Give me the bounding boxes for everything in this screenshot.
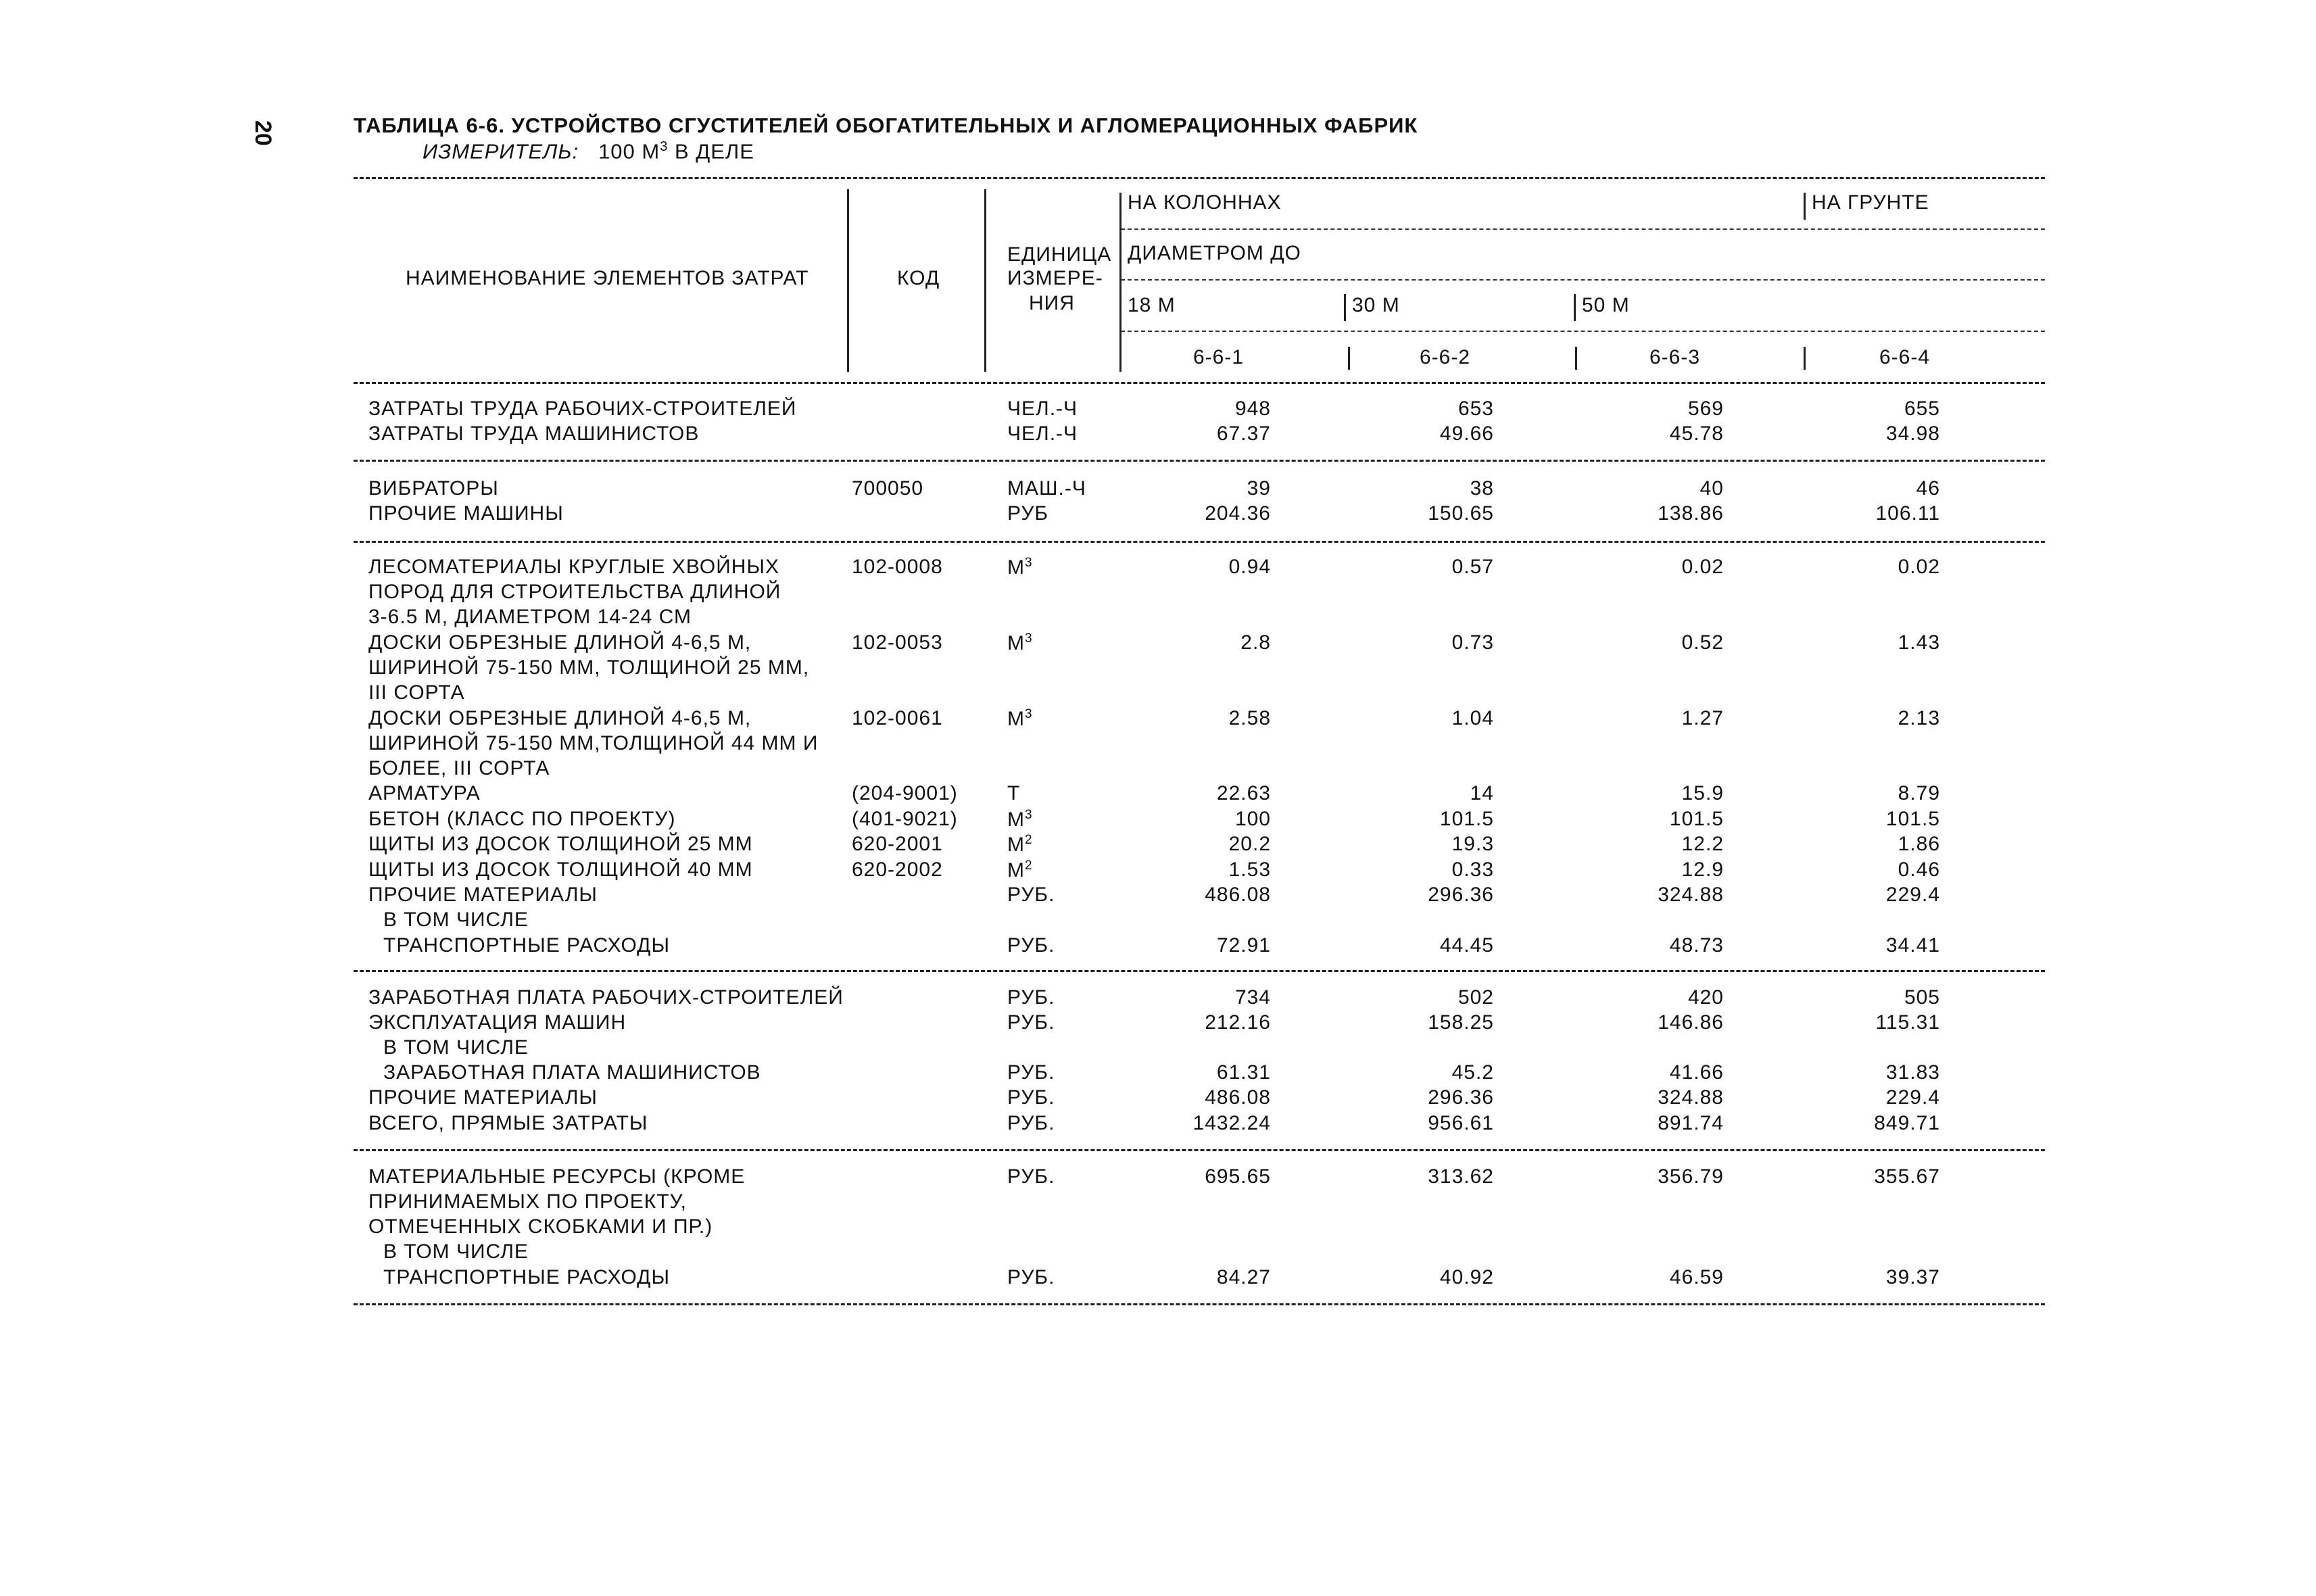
row-13-value-3: 15.9 [1681, 782, 1724, 804]
row-20-value-2: 502 [1457, 986, 1494, 1009]
row-30-unit [1007, 1266, 1055, 1289]
row-13-unit-text: Т [1007, 782, 1021, 804]
row-13-code: (204-9001) [852, 782, 958, 804]
row-1-value-2: 49.66 [1439, 422, 1494, 445]
row-14-value-2: 101.5 [1439, 808, 1494, 830]
row-16-code: 620-2002 [852, 859, 943, 881]
row-25-value-2: 956.61 [1428, 1112, 1494, 1134]
row-23-value-2: 45.2 [1451, 1061, 1494, 1084]
row-23-name: ЗАРАБОТНАЯ ПЛАТА МАШИНИСТОВ [383, 1061, 761, 1084]
row-7-name: ДОСКИ ОБРЕЗНЫЕ ДЛИНОЙ 4-6,5 М, [368, 631, 752, 654]
header-unit-3: НИЯ [1029, 292, 1075, 314]
rule-top [354, 177, 2045, 179]
row-10-code: 102-0061 [852, 707, 943, 729]
row-29-name: В ТОМ ЧИСЛЕ [383, 1240, 529, 1263]
row-3-value-1: 204.36 [1205, 502, 1271, 525]
row-7-value-2: 0.73 [1451, 631, 1494, 654]
row-30-unit-text: РУБ. [1007, 1266, 1055, 1288]
row-0-value-1: 948 [1234, 397, 1271, 420]
row-12-name: БОЛЕЕ, III СОРТА [368, 757, 550, 779]
row-15-unit-sup: 2 [1025, 833, 1033, 847]
rule-header-3 [1121, 331, 2045, 332]
row-2-name: ВИБРАТОРЫ [368, 477, 499, 500]
header-diameter: ДИАМЕТРОМ ДО [1128, 242, 1301, 264]
row-17-name: ПРОЧИЕ МАТЕРИАЛЫ [368, 884, 598, 906]
row-14-unit [1007, 808, 1033, 831]
row-21-unit [1007, 1011, 1055, 1034]
row-15-value-3: 12.2 [1681, 833, 1724, 855]
row-1-unit-text: ЧЕЛ.-Ч [1007, 422, 1078, 445]
row-24-value-4: 229.4 [1885, 1086, 1940, 1109]
row-19-name: ТРАНСПОРТНЫЕ РАСХОДЫ [383, 934, 671, 957]
row-20-value-4: 505 [1904, 986, 1940, 1009]
row-0-unit [1007, 397, 1078, 420]
row-14-value-4: 101.5 [1885, 808, 1940, 830]
row-27-name: ПРИНИМАЕМЫХ ПО ПРОЕКТУ, [368, 1190, 687, 1213]
measure-sup: 3 [660, 139, 669, 154]
row-10-value-4: 2.13 [1898, 707, 1940, 729]
row-6-name: 3-6.5 М, ДИАМЕТРОМ 14-24 СМ [368, 606, 692, 628]
row-3-unit-text: РУБ [1007, 502, 1049, 525]
row-14-unit-text: М [1007, 808, 1025, 831]
header-on-columns: НА КОЛОННАХ [1128, 191, 1282, 214]
row-17-value-2: 296.36 [1428, 884, 1494, 906]
row-26-value-2: 313.62 [1428, 1165, 1494, 1188]
vrule-unit [1119, 193, 1121, 372]
row-2-value-3: 40 [1699, 477, 1724, 500]
row-23-unit-text: РУБ. [1007, 1061, 1055, 1084]
vrule-ground [1804, 193, 1806, 220]
row-28-name: ОТМЕЧЕННЫХ СКОБКАМИ И ПР.) [368, 1215, 713, 1238]
row-15-unit [1007, 833, 1033, 856]
row-10-value-3: 1.27 [1681, 707, 1724, 729]
measure-rest: В ДЕЛЕ [668, 139, 754, 164]
row-4-value-2: 0.57 [1451, 556, 1494, 578]
row-19-value-2: 44.45 [1439, 934, 1494, 957]
rule-header-1 [1121, 228, 2045, 230]
row-23-value-1: 61.31 [1216, 1061, 1271, 1084]
row-25-value-4: 849.71 [1874, 1112, 1940, 1134]
row-0-name: ЗАТРАТЫ ТРУДА РАБОЧИХ-СТРОИТЕЛЕЙ [368, 397, 797, 420]
row-30-value-4: 39.37 [1885, 1266, 1940, 1288]
row-2-value-1: 39 [1247, 477, 1271, 500]
row-17-unit-text: РУБ. [1007, 884, 1055, 906]
row-25-name: ВСЕГО, ПРЯМЫЕ ЗАТРАТЫ [368, 1112, 648, 1134]
row-4-value-3: 0.02 [1681, 556, 1724, 578]
row-22-name: В ТОМ ЧИСЛЕ [383, 1036, 529, 1059]
row-2-code: 700050 [852, 477, 924, 500]
vrule-d30 [1344, 294, 1346, 321]
row-3-value-4: 106.11 [1875, 502, 1940, 525]
row-16-value-2: 0.33 [1451, 859, 1494, 881]
row-26-unit [1007, 1165, 1055, 1188]
row-2-unit-text: МАШ.-Ч [1007, 477, 1086, 500]
row-26-value-1: 695.65 [1205, 1165, 1271, 1188]
row-21-value-3: 146.86 [1658, 1011, 1724, 1034]
row-4-code: 102-0008 [852, 556, 943, 578]
row-19-value-3: 48.73 [1669, 934, 1724, 957]
row-19-unit [1007, 934, 1055, 957]
row-23-value-4: 31.83 [1885, 1061, 1940, 1084]
row-7-unit-text: М [1007, 632, 1025, 654]
row-24-unit [1007, 1086, 1055, 1109]
row-20-value-1: 734 [1234, 986, 1271, 1009]
row-17-unit [1007, 884, 1055, 906]
header-unit-1: ЕДИНИЦА [1007, 243, 1112, 266]
row-19-unit-text: РУБ. [1007, 934, 1055, 957]
row-24-unit-text: РУБ. [1007, 1086, 1055, 1109]
row-7-unit-sup: 3 [1025, 631, 1033, 646]
vrule-code3 [1575, 347, 1577, 370]
row-3-unit [1007, 502, 1048, 525]
row-23-unit [1007, 1061, 1055, 1084]
row-26-value-3: 356.79 [1658, 1165, 1724, 1188]
row-7-code: 102-0053 [852, 631, 943, 654]
header-d18: 18 М [1128, 294, 1176, 316]
row-15-value-1: 20.2 [1228, 833, 1271, 855]
row-0-value-2: 653 [1457, 397, 1494, 420]
row-14-name: БЕТОН (КЛАСС ПО ПРОЕКТУ) [368, 808, 676, 830]
row-2-value-4: 46 [1916, 477, 1940, 500]
row-16-value-3: 12.9 [1681, 859, 1724, 881]
row-8-name: ШИРИНОЙ 75-150 ММ, ТОЛЩИНОЙ 25 ММ, [368, 656, 810, 679]
header-d30: 30 М [1352, 294, 1400, 316]
header-on-ground: НА ГРУНТЕ [1812, 191, 1929, 214]
header-code-2: 6-6-2 [1420, 346, 1471, 368]
row-18-name: В ТОМ ЧИСЛЕ [383, 909, 529, 931]
row-30-value-3: 46.59 [1669, 1266, 1724, 1288]
row-21-unit-text: РУБ. [1007, 1011, 1055, 1034]
header-code-4: 6-6-4 [1879, 346, 1931, 368]
rule-section-2 [354, 541, 2045, 543]
row-10-name: ДОСКИ ОБРЕЗНЫЕ ДЛИНОЙ 4-6,5 М, [368, 707, 752, 729]
row-23-value-3: 41.66 [1669, 1061, 1724, 1084]
row-14-value-1: 100 [1234, 808, 1271, 830]
measure-label: ИЗМЕРИТЕЛЬ: [423, 139, 579, 164]
page-number: 20 [250, 120, 276, 146]
row-20-name: ЗАРАБОТНАЯ ПЛАТА РАБОЧИХ-СТРОИТЕЛЕЙ [368, 986, 844, 1009]
row-16-name: ЩИТЫ ИЗ ДОСОК ТОЛЩИНОЙ 40 ММ [368, 859, 753, 881]
row-15-unit-text: М [1007, 833, 1025, 856]
row-13-unit [1007, 782, 1020, 805]
row-16-unit [1007, 859, 1033, 882]
row-0-value-3: 569 [1687, 397, 1724, 420]
vrule-code2 [1348, 347, 1350, 370]
row-1-unit [1007, 422, 1078, 445]
row-9-name: III СОРТА [368, 681, 465, 704]
row-5-name: ПОРОД ДЛЯ СТРОИТЕЛЬСТВА ДЛИНОЙ [368, 581, 781, 603]
row-15-value-2: 19.3 [1451, 833, 1494, 855]
header-d50: 50 М [1582, 294, 1630, 316]
rule-bottom [354, 1303, 2045, 1305]
row-21-value-2: 158.25 [1428, 1011, 1494, 1034]
row-1-name: ЗАТРАТЫ ТРУДА МАШИНИСТОВ [368, 422, 700, 445]
row-4-unit [1007, 556, 1033, 579]
rule-header-2 [1121, 279, 2045, 281]
row-3-name: ПРОЧИЕ МАШИНЫ [368, 502, 564, 525]
row-26-value-4: 355.67 [1874, 1165, 1940, 1188]
row-17-value-1: 486.08 [1205, 884, 1271, 906]
row-4-value-1: 0.94 [1228, 556, 1271, 578]
row-26-unit-text: РУБ. [1007, 1165, 1055, 1188]
row-30-name: ТРАНСПОРТНЫЕ РАСХОДЫ [383, 1266, 671, 1288]
row-4-name: ЛЕСОМАТЕРИАЛЫ КРУГЛЫЕ ХВОЙНЫХ [368, 556, 780, 578]
row-10-unit [1007, 707, 1033, 731]
row-10-value-2: 1.04 [1451, 707, 1494, 729]
row-19-value-1: 72.91 [1216, 934, 1271, 957]
row-10-value-1: 2.58 [1228, 707, 1271, 729]
row-7-unit [1007, 631, 1033, 655]
vrule-code4 [1804, 347, 1806, 370]
row-2-value-2: 38 [1470, 477, 1494, 500]
table-title: ТАБЛИЦА 6-6. УСТРОЙСТВО СГУСТИТЕЛЕЙ ОБОГАТИТЕЛЬНЫХ И АГЛОМЕРАЦИОННЫХ ФАБРИК [354, 114, 1418, 137]
rule-header-bottom [354, 382, 2045, 384]
row-24-value-2: 296.36 [1428, 1086, 1494, 1109]
row-13-value-4: 8.79 [1898, 782, 1940, 804]
row-15-name: ЩИТЫ ИЗ ДОСОК ТОЛЩИНОЙ 25 ММ [368, 833, 753, 855]
header-name: НАИМЕНОВАНИЕ ЭЛЕМЕНТОВ ЗАТРАТ [406, 267, 809, 289]
row-17-value-3: 324.88 [1658, 884, 1724, 906]
row-20-unit-text: РУБ. [1007, 986, 1055, 1009]
header-code-3: 6-6-3 [1649, 346, 1701, 368]
row-25-unit [1007, 1112, 1055, 1135]
row-26-name: МАТЕРИАЛЬНЫЕ РЕСУРСЫ (КРОМЕ [368, 1165, 746, 1188]
row-16-value-1: 1.53 [1228, 859, 1271, 881]
row-7-value-3: 0.52 [1681, 631, 1724, 654]
row-1-value-1: 67.37 [1216, 422, 1271, 445]
header-code-1: 6-6-1 [1193, 346, 1245, 368]
row-13-value-1: 22.63 [1216, 782, 1271, 804]
row-13-name: АРМАТУРА [368, 782, 481, 804]
row-16-unit-sup: 2 [1025, 859, 1033, 873]
row-13-value-2: 14 [1470, 782, 1494, 804]
row-4-unit-text: М [1007, 556, 1025, 579]
row-16-unit-text: М [1007, 859, 1025, 881]
row-25-value-1: 1432.24 [1192, 1112, 1271, 1134]
row-4-unit-sup: 3 [1025, 556, 1033, 570]
measure-line [423, 139, 754, 164]
header-unit-2: ИЗМЕРЕ- [1007, 267, 1103, 289]
row-30-value-2: 40.92 [1439, 1266, 1494, 1288]
row-0-unit-text: ЧЕЛ.-Ч [1007, 397, 1078, 420]
row-7-value-1: 2.8 [1240, 631, 1271, 654]
row-14-code: (401-9021) [852, 808, 958, 830]
row-0-value-4: 655 [1904, 397, 1940, 420]
header-code: КОД [897, 267, 940, 289]
vrule-code [984, 189, 986, 372]
row-21-value-4: 115.31 [1875, 1011, 1940, 1034]
row-4-value-4: 0.02 [1898, 556, 1940, 578]
row-21-name: ЭКСПЛУАТАЦИЯ МАШИН [368, 1011, 627, 1034]
row-16-value-4: 0.46 [1898, 859, 1940, 881]
row-30-value-1: 84.27 [1216, 1266, 1271, 1288]
row-21-value-1: 212.16 [1205, 1011, 1271, 1034]
row-20-unit [1007, 986, 1055, 1009]
vrule-name [847, 189, 849, 372]
measure-value: 100 М [598, 139, 660, 164]
row-25-unit-text: РУБ. [1007, 1112, 1055, 1134]
row-3-value-3: 138.86 [1658, 502, 1724, 525]
row-15-value-4: 1.86 [1898, 833, 1940, 855]
row-14-unit-sup: 3 [1025, 808, 1033, 822]
row-24-value-1: 486.08 [1205, 1086, 1271, 1109]
row-20-value-3: 420 [1687, 986, 1724, 1009]
row-2-unit [1007, 477, 1086, 500]
rule-section-4 [354, 1149, 2045, 1151]
row-7-value-4: 1.43 [1898, 631, 1940, 654]
rule-section-1 [354, 460, 2045, 462]
row-19-value-4: 34.41 [1885, 934, 1940, 957]
row-24-name: ПРОЧИЕ МАТЕРИАЛЫ [368, 1086, 598, 1109]
vrule-d50 [1574, 294, 1576, 321]
row-14-value-3: 101.5 [1669, 808, 1724, 830]
row-1-value-4: 34.98 [1885, 422, 1940, 445]
row-25-value-3: 891.74 [1658, 1112, 1724, 1134]
rule-section-3 [354, 970, 2045, 972]
row-1-value-3: 45.78 [1669, 422, 1724, 445]
row-10-unit-text: М [1007, 708, 1025, 730]
row-24-value-3: 324.88 [1658, 1086, 1724, 1109]
row-10-unit-sup: 3 [1025, 707, 1033, 721]
row-3-value-2: 150.65 [1428, 502, 1494, 525]
row-11-name: ШИРИНОЙ 75-150 ММ,ТОЛЩИНОЙ 44 ММ И [368, 732, 819, 754]
row-15-code: 620-2001 [852, 833, 943, 855]
row-17-value-4: 229.4 [1885, 884, 1940, 906]
